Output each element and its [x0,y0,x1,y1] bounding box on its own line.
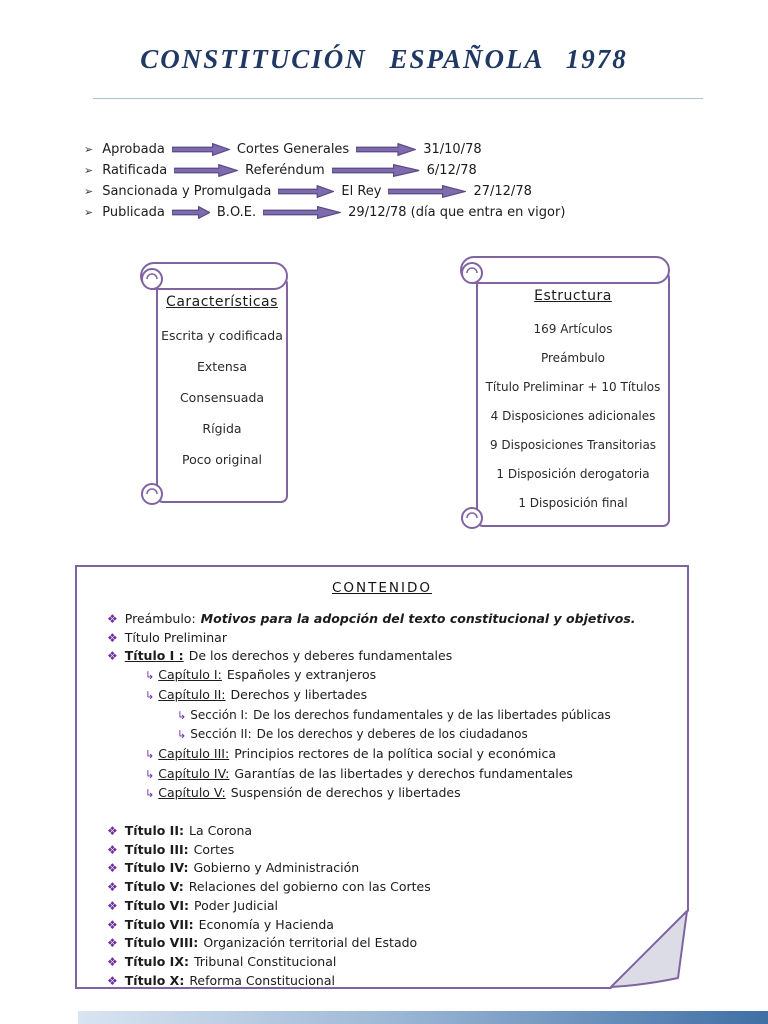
list-bullet-icon: ❖ [107,649,118,664]
contenido-item-label: Título IX: [124,953,189,969]
list-bullet-icon: ↳ [145,747,155,761]
contenido-item-text: La Corona [188,823,253,839]
contenido-item-text: Españoles y extranjeros [226,667,377,683]
contenido-item-text: Gobierno y Administración [193,860,360,876]
list-bullet-icon: ❖ [107,612,118,626]
timeline-step-date: 31/10/78 [423,142,482,157]
caracteristicas-item: Rígida [202,421,242,436]
block-arrow-icon [356,143,416,156]
contenido-item-label: Título II: [124,823,184,839]
list-bullet-icon: ↳ [177,728,187,742]
contenido-item-text: Garantías de las libertades y derechos fundamentales [234,765,573,781]
contenido-item-label: Sección I: [190,707,249,722]
contenido-item-text: Relaciones del gobierno con las Cortes [188,879,431,895]
contenido-item-label: Capítulo IV: [158,765,230,781]
caracteristicas-item: Poco original [182,452,262,467]
contenido-item-label: Título X: [124,972,185,988]
caracteristicas-item: Escrita y codificada [161,328,283,343]
contenido-item-text: Economía y Hacienda [198,916,334,932]
title-underline-rule [93,98,703,99]
contenido-item-text: De los derechos fundamentales y de las libertades públicas [253,707,611,722]
estructura-item: Título Preliminar + 10 Títulos [485,380,661,394]
timeline-row [84,202,565,223]
contenido-item [95,934,669,953]
timeline-step-via: B.O.E. [216,205,257,220]
approval-timeline [84,139,565,223]
contenido-item [95,686,669,706]
estructura-item: 169 Artículos [533,322,613,336]
contenido-item-text: Principios rectores de la política social y económica [234,745,557,761]
contenido-item [95,610,669,629]
timeline-step-label: Publicada [102,205,165,220]
contenido-item [95,647,669,666]
list-bullet-icon: ❖ [107,954,118,969]
timeline-step-label: Aprobada [102,142,165,157]
contenido-box [75,565,689,989]
contenido-item-label: Título Preliminar [124,629,227,645]
timeline-step-via: El Rey [341,184,382,199]
block-arrow-icon [174,164,238,177]
block-arrow-icon [332,164,420,177]
contenido-item [95,765,669,785]
contenido-title: CONTENIDO [331,580,433,596]
contenido-item-label: Capítulo III: [158,745,230,761]
contenido-item-label: Capítulo II: [158,686,226,702]
page-title: CONSTITUCIÓN ESPAÑOLA 1978 [140,44,628,74]
contenido-item-text: Organización territorial del Estado [203,935,418,951]
list-bullet-icon: ❖ [107,824,118,839]
estructura-item: 1 Disposición derogatoria [496,467,650,481]
list-bullet-icon: ❖ [107,917,118,932]
list-bullet-icon: ❖ [107,880,118,895]
list-bullet-icon: ❖ [107,861,118,876]
arrowhead-bullet-icon: ➢ [84,206,94,219]
caracteristicas-item: Consensuada [179,390,265,405]
contenido-item [95,859,669,878]
list-bullet-icon: ↳ [145,669,155,683]
contenido-item [95,706,669,726]
contenido-item [95,784,669,804]
caracteristicas-item: Extensa [197,359,247,374]
timeline-step-date: 6/12/78 [426,163,477,178]
contenido-item-text: Cortes [193,841,235,857]
timeline-step-label: Sancionada y Promulgada [102,184,272,199]
contenido-item-text: Poder Judicial [194,897,278,913]
contenido-item-text: Suspensión de derechos y libertades [230,785,461,801]
estructura-list [481,322,665,510]
caracteristicas-title: Características [166,294,278,310]
list-bullet-icon: ❖ [107,842,118,857]
contenido-item-label: Capítulo V: [158,785,226,801]
contenido-item-text: Reforma Constitucional [189,972,335,988]
list-bullet-icon: ↳ [145,688,155,702]
arrowhead-bullet-icon: ➢ [84,185,94,198]
contenido-item-text: Tribunal Constitucional [193,953,337,969]
list-bullet-icon: ↳ [145,787,155,801]
contenido-item-label: Preámbulo: [124,611,196,626]
caracteristicas-list [161,328,283,467]
block-arrow-icon [263,206,341,219]
block-arrow-icon [172,206,210,219]
contenido-item-label: Título I : [124,648,184,664]
block-arrow-icon [172,143,230,156]
arrowhead-bullet-icon: ➢ [84,143,94,156]
contenido-item [95,822,669,841]
timeline-step-date: 27/12/78 [473,184,532,199]
list-bullet-icon: ↳ [145,767,155,781]
contenido-item [95,841,669,860]
folded-corner-icon [597,897,689,989]
list-bullet-icon: ❖ [107,898,118,913]
timeline-row [84,181,565,202]
contenido-item-label: Capítulo I: [158,667,222,683]
contenido-item-label: Título VI: [124,897,189,913]
contenido-item-label: Título VIII: [124,935,199,951]
contenido-item [95,725,669,745]
contenido-item [95,897,669,916]
timeline-step-date: 29/12/78 (día que entra en vigor) [348,205,566,220]
timeline-row [84,160,565,181]
contenido-list [95,610,669,990]
contenido-item-label: Título V: [124,879,184,895]
caracteristicas-panel [133,258,293,513]
timeline-row [84,139,565,160]
contenido-item-label: Título VII: [124,916,194,932]
page-bottom-bar [78,1011,768,1024]
contenido-item-label: Título IV: [124,860,189,876]
contenido-item-text: Motivos para la adopción del texto constitucional y objetivos. [200,611,636,626]
estructura-item: 1 Disposición final [518,496,628,510]
contenido-item-label: Sección II: [190,727,252,742]
estructura-panel [453,252,675,537]
block-arrow-icon [388,185,466,198]
list-bullet-icon: ↳ [177,708,187,722]
contenido-item-label: Título III: [124,841,189,857]
estructura-item: 9 Disposiciones Transitorias [489,438,657,452]
contenido-item [95,666,669,686]
contenido-item [95,972,669,991]
contenido-item-text: De los derechos y deberes de los ciudadanos [256,727,528,742]
arrowhead-bullet-icon: ➢ [84,164,94,177]
block-arrow-icon [278,185,334,198]
contenido-item-text: De los derechos y deberes fundamentales [188,648,453,664]
contenido-item [95,629,669,648]
list-bullet-icon: ❖ [107,936,118,951]
contenido-item [95,916,669,935]
timeline-step-via: Cortes Generales [236,142,350,157]
contenido-item [95,878,669,897]
timeline-step-via: Referéndum [245,163,325,178]
contenido-item [95,745,669,765]
contenido-item-text: Derechos y libertades [230,686,368,702]
timeline-step-label: Ratificada [102,163,168,178]
estructura-title: Estructura [534,288,612,304]
contenido-item [95,953,669,972]
estructura-item: 4 Disposiciones adicionales [490,409,656,423]
estructura-item: Preámbulo [540,351,606,365]
list-bullet-icon: ❖ [107,630,118,645]
list-bullet-icon: ❖ [107,973,118,988]
